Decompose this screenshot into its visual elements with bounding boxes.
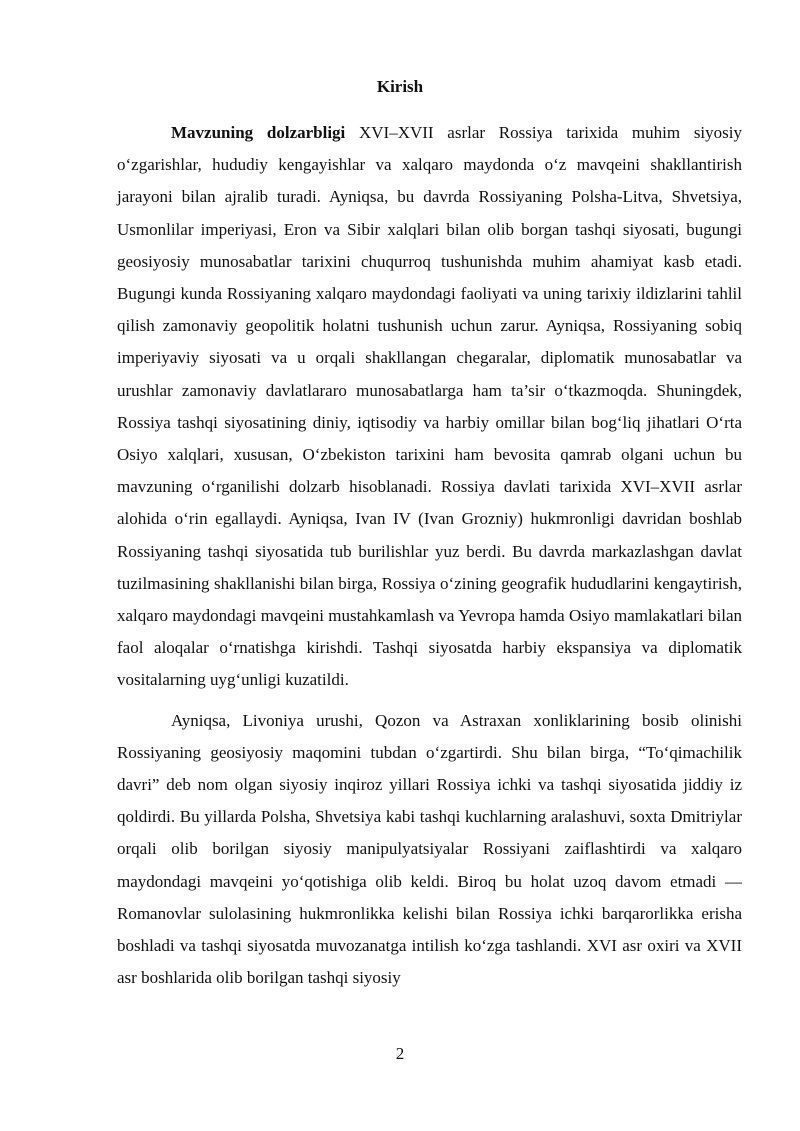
section-title: Kirish	[376, 77, 424, 96]
paragraph-text: Ayniqsa, Livoniya urushi, Qozon va Astraxan xonliklarining bosib olinishi Rossiyaning geosiyosiy maqomini tubdan o‘zgartirdi. Shu bilan birga, “To‘qimachilik davri” deb nom olgan siyosiy inqiroz yillari Rossiya ichki va tashqi siyosatida jiddiy iz qoldirdi. Bu yillarda Polsha, Shvetsiya kabi tashqi kuchlarning aralashuvi, soxta Dmitriylar orqali olib borilgan siyosiy manipulyatsiyalar Rossiyani zaiflashtirdi va xalqaro maydondagi mavqeini yo‘qotishiga olib keldi. Biroq bu holat uzoq davom etmadi — Romanovlar sulolasining hukmronlikka kelishi bilan Rossiya ichki barqarorlikka erisha boshladi va tashqi siyosatda muvozanatga intilish ko‘zga tashlandi. XVI asr oxiri va XVII asr boshlarida olib borilgan tashqi siyosiy	[117, 710, 742, 988]
page-number: 2	[395, 1044, 405, 1063]
paragraph-history	[117, 705, 742, 995]
body-text	[117, 117, 742, 994]
paragraph-relevance	[117, 117, 742, 697]
paragraph-text: XVI–XVII asrlar Rossiya tarixida muhim siyosiy o‘zgarishlar, hududiy kengayishlar va xalqaro maydonda o‘z mavqeini shakllantirish jarayoni bilan ajralib turadi. Ayniqsa, bu davrda Rossiyaning Polsha-Litva, Shvetsiya, Usmonlilar imperiyasi, Eron va Sibir xalqlari bilan olib borgan tashqi siyosati, bugungi geosiyosiy munosabatlar tarixini chuqurroq tushunishda muhim ahamiyat kasb etadi. Bugungi kunda Rossiyaning xalqaro maydondagi faoliyati va uning tarixiy ildizlarini tahlil qilish zamonaviy geopolitik holatni tushunish uchun zarur. Ayniqsa, Rossiyaning sobiq imperiyaviy siyosati va u orqali shakllangan chegaralar, diplomatik munosabatlar va urushlar zamonaviy davlatlararo munosabatlarga ham ta’sir o‘tkazmoqda. Shuningdek, Rossiya tashqi siyosatining diniy, iqtisodiy va harbiy omillar bilan bog‘liq jihatlari O‘rta Osiyo xalqlari, xususan, O‘zbekiston tarixini ham bevosita qamrab olgani uchun bu mavzuning o‘rganilishi dolzarb hisoblanadi. Rossiya davlati tarixida XVI–XVII asrlar alohida o‘rin egallaydi. Ayniqsa, Ivan IV (Ivan Grozniy) hukmronligi davridan boshlab Rossiyaning tashqi siyosatida tub burilishlar yuz berdi. Bu davrda markazlashgan davlat tuzilmasining shakllanishi bilan birga, Rossiya o‘zining geografik hududlarini kengaytirish, xalqaro maydondagi mavqeini mustahkamlash va Yevropa hamda Osiyo mamlakatlari bilan faol aloqalar o‘rnatishga kirishdi. Tashqi siyosatda harbiy ekspansiya va diplomatik vositalarning uyg‘unligi kuzatildi.	[117, 123, 742, 690]
paragraph-lead: Mavzuning dolzarbligi	[171, 123, 346, 142]
